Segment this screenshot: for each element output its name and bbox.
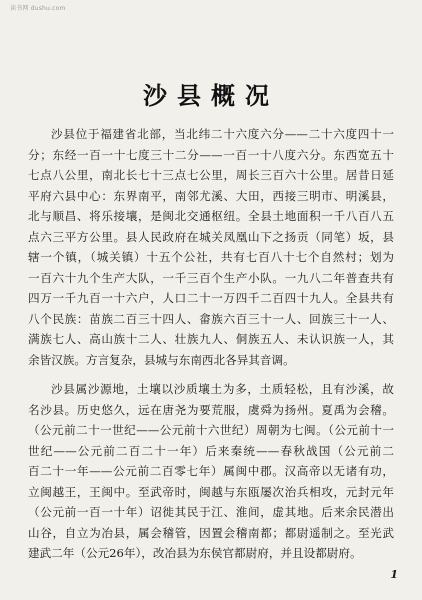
text-line: 满族七人、高山族十二人、壮族九人、侗族五人、未认识族一人，其: [28, 332, 394, 346]
text-line: 沙县属沙源地，土壤以沙质壤土为多，土质轻松，且有沙溪，故: [51, 382, 394, 396]
text-line: 七点八公里，南北长七十三点七公里，周长三百六十公里。居昔日延: [28, 168, 394, 182]
page-number: 1: [390, 568, 398, 581]
text-line: （公元前二十一世纪——公元前十六世纪）周朝为七闽。（公元前十一: [28, 423, 394, 437]
text-line: 沙县位于福建省北部，当北纬二十六度六分——二十六度四十一: [51, 127, 394, 141]
text-line: 八个民族：苗族二百三十四人、畲族六百三十一人、回族三十一人、: [28, 311, 394, 326]
text-line: 百二十一年——公元前二百零七年）属闽中郡。汉高帝以无诸有功，: [28, 464, 394, 478]
text-line: 辖一个镇，（城关镇）十五个公社，共有七百八十七个自然村；划为: [28, 250, 394, 264]
watermark-text: 读书网 dushu.com: [10, 5, 66, 12]
text-line: 立闽越王，王闽中。至武帝时，闽越与东瓯屡次治兵相攻，元封元年: [28, 484, 394, 499]
text-line: 分；东经一百一十七度三十二分——一百一十八度六分。东西宽五十: [28, 147, 394, 162]
page-title: 沙县概况: [143, 81, 279, 110]
text-line: 北与顺昌、将乐接壤，是闽北交通枢纽。全县土地面积一千八百八五: [28, 209, 394, 223]
paragraph-gap: [28, 370, 394, 379]
text-line: 山谷，自立为冶县，属会稽管，因置会稽南都；都尉遥制之。至光武: [28, 525, 394, 540]
text-line: 名沙县。历史悠久，远在唐尧为要荒服，虞舜为扬州。夏禹为会稽。: [28, 402, 394, 417]
text-line: 四万一千九百一十六户，人口二十一万四千二百四十九人。全县共有: [28, 291, 394, 305]
text-line: 一百六十九个生产大队，一千三百个生产小队。一九八二年普查共有: [28, 270, 394, 285]
text-line: 建武二年（公元26年），改冶县为东侯官都尉府，并且设都尉府。: [28, 546, 362, 560]
text-line: 平府六县中心：东界南平，南邻尤溪、大田，西接三明市、明溪县，: [28, 188, 394, 203]
text-line: 余皆汉族。方言复杂，县城与东南西北各异其音调。: [28, 352, 295, 367]
body-text: [28, 124, 394, 564]
text-line: 点六三平方公里。县人民政府在城关凤凰山下之扬贡（同笔）坂，县: [28, 229, 394, 244]
text-line: 世纪——公元前二百二十一年）后来秦统——春秋战国（公元前二: [28, 443, 394, 458]
text-line: （公元前一百一十年）诏徙其民于江、淮间，虚其地。后来余民潜出: [28, 505, 394, 519]
